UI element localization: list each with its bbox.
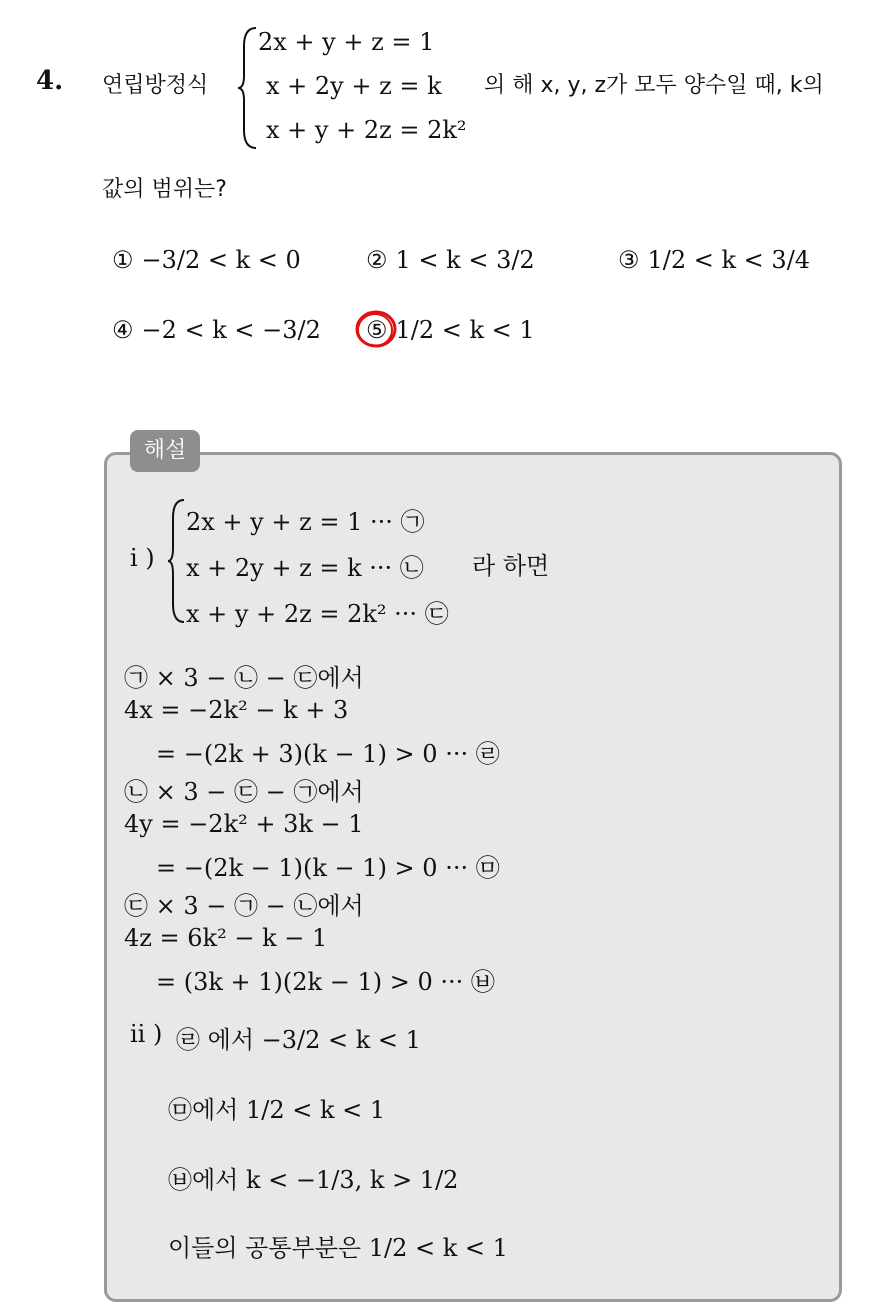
answer-mark-icon [352,306,400,352]
solution-brace [166,498,188,624]
solution-line-5: 4y = −2k² + 3k − 1 [124,810,364,838]
system-eq-1: 2x + y + z = 1 [258,28,435,56]
solution-line-3: = −(2k + 3)(k − 1) > 0 ··· ㉣ [156,740,500,768]
solution-step2-label: ii ) [130,1020,163,1048]
solution-line-6: = −(2k − 1)(k − 1) > 0 ··· ㉤ [156,854,500,882]
choice-4[interactable] [112,316,321,344]
question-prompt-line2: 값의 범위는? [102,177,227,202]
solution-line-8: 4z = 6k² − k − 1 [124,924,328,952]
choice-text: −2 < k < −3/2 [141,316,321,344]
solution-line-2: 4x = −2k² − k + 3 [124,696,349,724]
choice-text: 1/2 < k < 1 [395,316,535,344]
question-prompt-continued: 의 해 x, y, z가 모두 양수일 때, k의 [484,73,824,98]
solution-line-4: ㉡ × 3 − ㉢ − ㉠에서 [124,778,364,806]
choice-1[interactable] [112,246,301,274]
choice-2[interactable] [366,246,535,274]
choice-text: −3/2 < k < 0 [141,246,301,274]
solution-system-eq-3: x + y + 2z = 2k² ··· ㉢ [186,600,449,628]
solution-system-eq-1: 2x + y + z = 1 ··· ㉠ [186,508,425,536]
choice-marker: ③ [618,246,640,274]
left-brace [236,26,260,150]
choice-marker: ① [112,246,134,274]
solution-step2-line-1: ㉣ 에서 −3/2 < k < 1 [176,1026,421,1054]
solution-step2-line-4: 이들의 공통부분은 1/2 < k < 1 [168,1234,508,1262]
solution-step2-line-3: ㉥에서 k < −1/3, k > 1/2 [168,1166,459,1194]
system-eq-2: x + 2y + z = k [266,72,442,100]
choice-marker: ④ [112,316,134,344]
choice-3[interactable] [618,246,810,274]
choice-marker: ② [366,246,388,274]
choice-text: 1/2 < k < 3/4 [647,246,811,274]
question-number: 4. [36,66,64,96]
system-eq-3: x + y + 2z = 2k² [266,116,467,144]
choice-text: 1 < k < 3/2 [395,246,535,274]
solution-line-7: ㉢ × 3 − ㉠ − ㉡에서 [124,892,364,920]
solution-line-9: = (3k + 1)(2k − 1) > 0 ··· ㉥ [156,968,495,996]
solution-step2-line-2: ㉤에서 1/2 < k < 1 [168,1096,386,1124]
choice-marker: ⑤ [366,316,388,344]
solution-tag: 해설 [130,430,200,472]
solution-system-suffix: 라 하면 [472,552,550,580]
question-prompt: 연립방정식 [102,73,209,98]
solution-step1-label: i ) [130,544,155,572]
solution-line-1: ㉠ × 3 − ㉡ − ㉢에서 [124,664,364,692]
solution-system-eq-2: x + 2y + z = k ··· ㉡ [186,554,424,582]
